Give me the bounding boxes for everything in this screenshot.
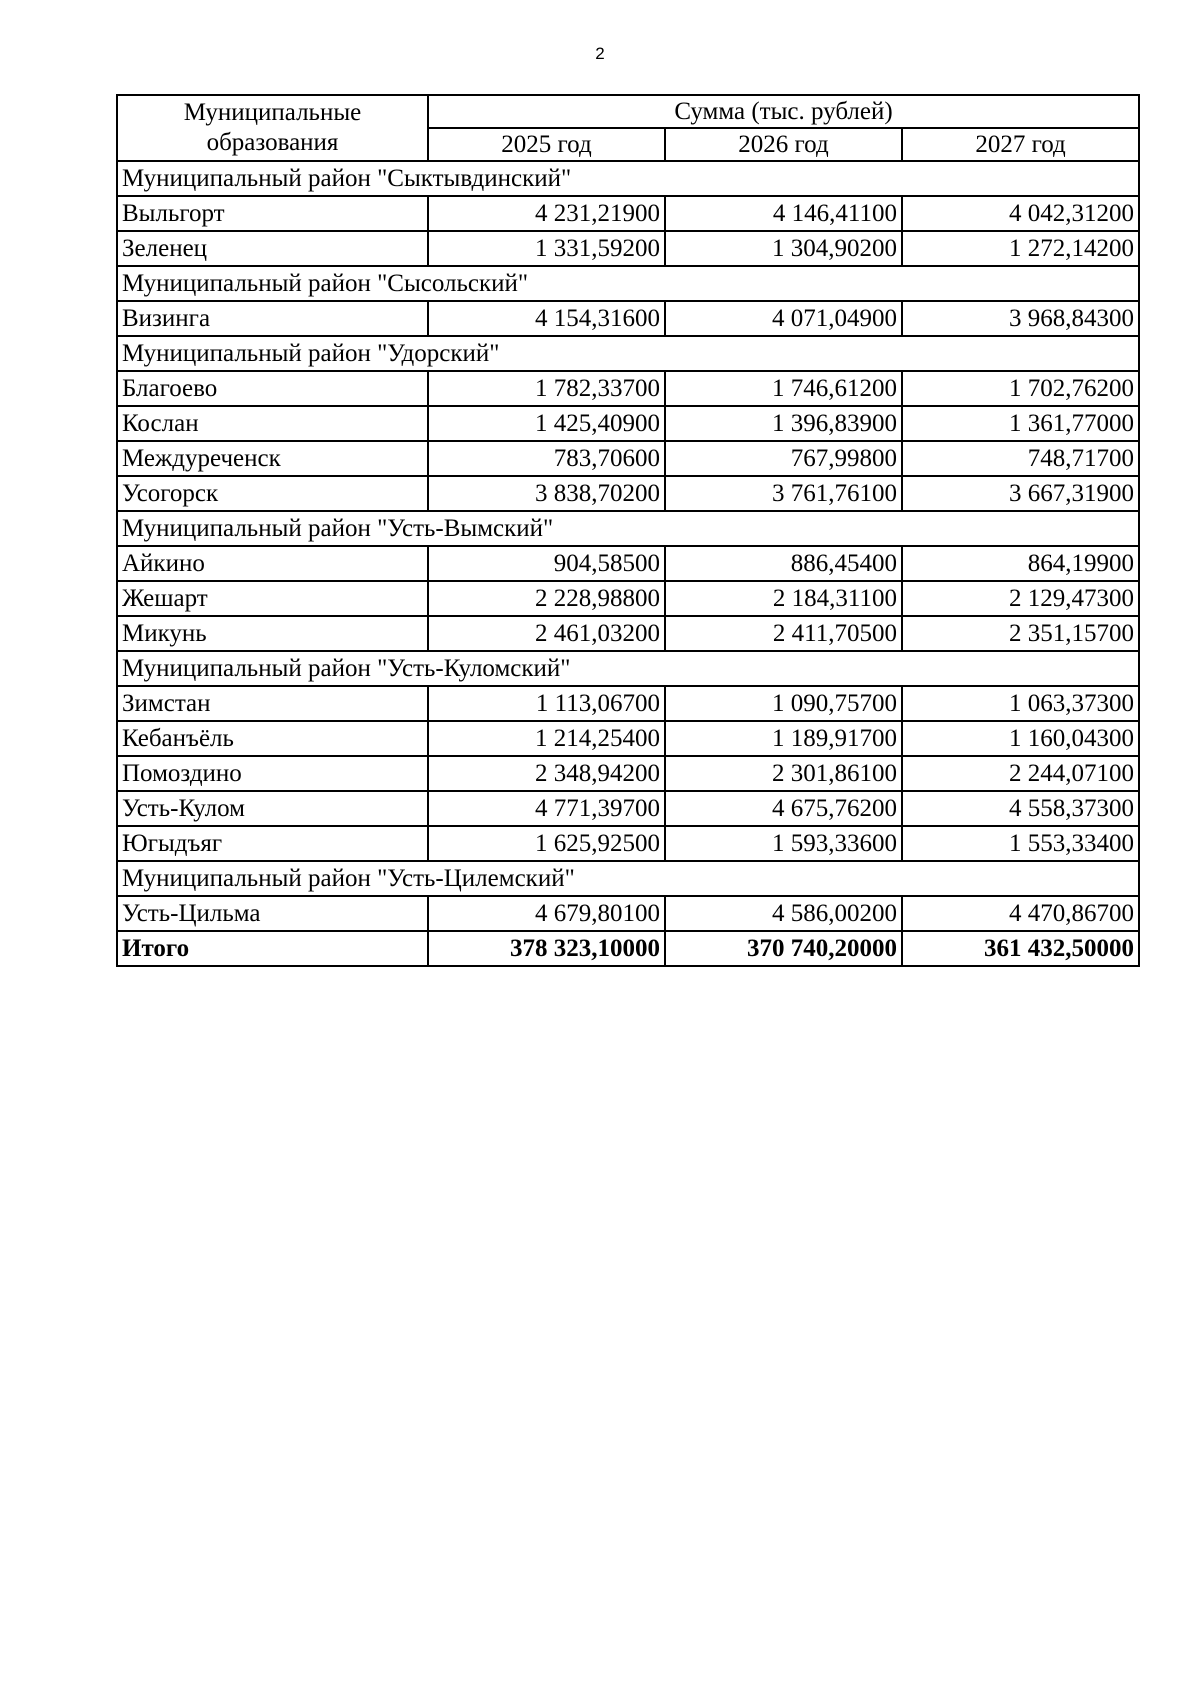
amount-cell: 864,19900 (902, 546, 1139, 581)
total-label: Итого (117, 931, 428, 966)
amount-cell: 783,70600 (428, 441, 665, 476)
amount-cell: 2 129,47300 (902, 581, 1139, 616)
amount-cell: 4 558,37300 (902, 791, 1139, 826)
header-year-2025: 2025 год (428, 128, 665, 161)
amount-cell: 4 071,04900 (665, 301, 902, 336)
header-year-2027: 2027 год (902, 128, 1139, 161)
amount-cell: 3 761,76100 (665, 476, 902, 511)
amount-cell: 1 625,92500 (428, 826, 665, 861)
amount-cell: 2 228,98800 (428, 581, 665, 616)
table-row (117, 476, 1139, 511)
settlement-name: Помоздино (117, 756, 428, 791)
amount-cell: 2 351,15700 (902, 616, 1139, 651)
amount-cell: 2 461,03200 (428, 616, 665, 651)
table-row (117, 581, 1139, 616)
amount-cell: 1 396,83900 (665, 406, 902, 441)
amount-cell: 3 838,70200 (428, 476, 665, 511)
settlement-name: Усогорск (117, 476, 428, 511)
settlement-name: Усть-Цильма (117, 896, 428, 931)
table-body (117, 161, 1139, 966)
amount-cell: 904,58500 (428, 546, 665, 581)
district-label: Муниципальный район "Сысольский" (117, 266, 1139, 301)
amount-cell: 4 042,31200 (902, 196, 1139, 231)
amount-cell: 1 593,33600 (665, 826, 902, 861)
table-row (117, 546, 1139, 581)
amount-cell: 4 679,80100 (428, 896, 665, 931)
table-row (117, 371, 1139, 406)
total-amount-cell: 361 432,50000 (902, 931, 1139, 966)
table-row (117, 756, 1139, 791)
district-label: Муниципальный район "Усть-Вымский" (117, 511, 1139, 546)
budget-table (116, 94, 1140, 967)
amount-cell: 2 244,07100 (902, 756, 1139, 791)
district-row (117, 336, 1139, 371)
amount-cell: 4 470,86700 (902, 896, 1139, 931)
table-row (117, 826, 1139, 861)
amount-cell: 4 154,31600 (428, 301, 665, 336)
settlement-name: Микунь (117, 616, 428, 651)
settlement-name: Усть-Кулом (117, 791, 428, 826)
amount-cell: 2 348,94200 (428, 756, 665, 791)
table-row (117, 616, 1139, 651)
header-municipalities: Муниципальные образования (117, 95, 428, 161)
settlement-name: Визинга (117, 301, 428, 336)
settlement-name: Кебанъёль (117, 721, 428, 756)
amount-cell: 748,71700 (902, 441, 1139, 476)
table-row (117, 896, 1139, 931)
table-row (117, 196, 1139, 231)
table-row (117, 406, 1139, 441)
amount-cell: 4 771,39700 (428, 791, 665, 826)
amount-cell: 1 361,77000 (902, 406, 1139, 441)
amount-cell: 2 184,31100 (665, 581, 902, 616)
settlement-name: Выльгорт (117, 196, 428, 231)
settlement-name: Зимстан (117, 686, 428, 721)
district-row (117, 511, 1139, 546)
header-year-2026: 2026 год (665, 128, 902, 161)
table-row (117, 441, 1139, 476)
amount-cell: 1 113,06700 (428, 686, 665, 721)
amount-cell: 1 063,37300 (902, 686, 1139, 721)
settlement-name: Междуреченск (117, 441, 428, 476)
district-row (117, 861, 1139, 896)
amount-cell: 1 214,25400 (428, 721, 665, 756)
district-row (117, 161, 1139, 196)
amount-cell: 4 231,21900 (428, 196, 665, 231)
settlement-name: Югыдъяг (117, 826, 428, 861)
settlement-name: Жешарт (117, 581, 428, 616)
amount-cell: 1 160,04300 (902, 721, 1139, 756)
amount-cell: 886,45400 (665, 546, 902, 581)
district-row (117, 651, 1139, 686)
amount-cell: 3 667,31900 (902, 476, 1139, 511)
table-row (117, 721, 1139, 756)
amount-cell: 1 090,75700 (665, 686, 902, 721)
table-row (117, 231, 1139, 266)
total-amount-cell: 370 740,20000 (665, 931, 902, 966)
header-sum: Сумма (тыс. рублей) (428, 95, 1139, 128)
amount-cell: 1 702,76200 (902, 371, 1139, 406)
settlement-name: Айкино (117, 546, 428, 581)
total-amount-cell: 378 323,10000 (428, 931, 665, 966)
amount-cell: 1 304,90200 (665, 231, 902, 266)
amount-cell: 1 746,61200 (665, 371, 902, 406)
settlement-name: Кослан (117, 406, 428, 441)
amount-cell: 1 425,40900 (428, 406, 665, 441)
amount-cell: 3 968,84300 (902, 301, 1139, 336)
amount-cell: 4 586,00200 (665, 896, 902, 931)
table-row (117, 791, 1139, 826)
amount-cell: 1 272,14200 (902, 231, 1139, 266)
amount-cell: 4 675,76200 (665, 791, 902, 826)
settlement-name: Зеленец (117, 231, 428, 266)
district-label: Муниципальный район "Усть-Цилемский" (117, 861, 1139, 896)
table-row (117, 686, 1139, 721)
amount-cell: 2 411,70500 (665, 616, 902, 651)
amount-cell: 1 782,33700 (428, 371, 665, 406)
total-row (117, 931, 1139, 966)
amount-cell: 767,99800 (665, 441, 902, 476)
amount-cell: 1 189,91700 (665, 721, 902, 756)
district-label: Муниципальный район "Усть-Куломский" (117, 651, 1139, 686)
amount-cell: 4 146,41100 (665, 196, 902, 231)
page-number: 2 (595, 44, 605, 63)
amount-cell: 1 331,59200 (428, 231, 665, 266)
settlement-name: Благоево (117, 371, 428, 406)
amount-cell: 1 553,33400 (902, 826, 1139, 861)
district-row (117, 266, 1139, 301)
table-row (117, 301, 1139, 336)
amount-cell: 2 301,86100 (665, 756, 902, 791)
district-label: Муниципальный район "Удорский" (117, 336, 1139, 371)
district-label: Муниципальный район "Сыктывдинский" (117, 161, 1139, 196)
